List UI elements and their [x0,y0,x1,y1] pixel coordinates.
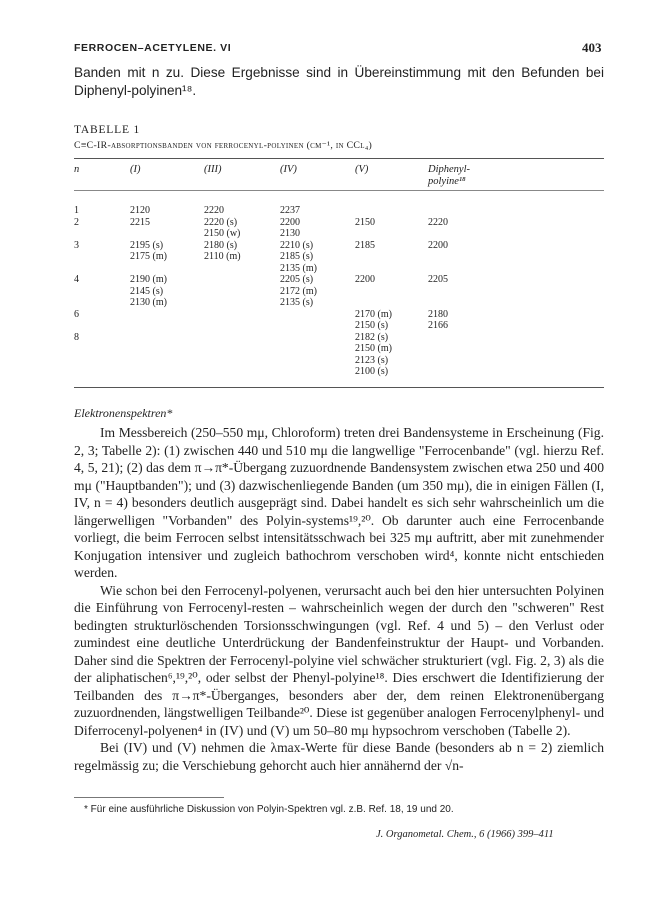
footnote-rule [74,797,224,798]
table-bottom-rule [74,387,604,388]
running-title: FERROCEN–ACETYLENE. VI [74,42,232,54]
table-label: TABELLE 1 [74,124,141,136]
table-column-V: 2150 2185 2200 2170 (m) 2150 (s) 2182 (s) 2150 (m) 2123 (s) 2100 (s) [355,216,392,377]
table-column-IV: 2237 2200 2130 2210 (s) 2185 (s) 2135 (m) 2205 (s) 2172 (m) 2135 (s) [280,205,317,308]
table-column-III: 2220 2220 (s) 2150 (w) 2180 (s) 2110 (m) [204,205,241,262]
paragraph-2: Wie schon bei den Ferrocenyl-polyenen, verursacht auch bei den hier untersuchten Polyinen die Einführung von Ferrocenyl-resten – wahrscheinlich wegen der durch den "schweren" Rest bedingten strukturlöschenden Torsionsschwingungen (vgl. Ref. 4 und 5) – den Verlust oder zumindest eine deutliche Unterdrückung der Bandenfeinstruktur der Haupt- und Vorbanden. Daher sind die Spektren der Ferrocenyl-polyine viel schwächer strukturiert (vgl. Fig. 2, 3) als die der aliphatischen⁶,¹⁹,²⁰, oder selbst der Phenyl-polyine¹⁸. Dies erschwert die Identifizierung der Teilbanden des π→π*-Überganges, besonders aber der, dem reinen Elektronenübergang zuzuordnenden, längstwelligen Teilbande²⁰. Diese ist gegenüber analogen Ferrocenylphenyl- und Diferrocenyl-polyenen⁴ in (IV) und (V) um 50–80 mμ hypsochrom verschoben (Tabelle 2). [74,582,604,738]
page-number: 403 [582,40,602,55]
table-header-diphenyl: Diphenyl- [428,164,470,175]
paragraph-3: Bei (IV) und (V) nehmen die λmax-Werte für diese Bande (besonders ab n = 2) ziemlich regelmässig zu; die Verschiebung gehorcht auch hier annähernd der √n- [74,740,604,773]
table-top-rule [74,158,604,159]
table-column-n: 1 2 3 4 6 8 [74,205,79,343]
section-title: Elektronenspektren* [74,406,173,420]
journal-citation: J. Organometal. Chem., 6 (1966) 399–411 [376,829,554,840]
table-column-diphenyl: 2220 2200 2205 2180 2166 [428,216,448,331]
paragraph-1: Im Messbereich (250–550 mμ, Chloroform) treten drei Bandensysteme in Erscheinung (Fig. 2, 3; Tabelle 2): (1) zwischen 440 und 510 mμ die langwellige "Ferrocenbande" (vgl. hierzu Ref. 4, 5, 21); (2) das dem π→π*-Übergang zuzuordnende Bandensystem zwischen etwa 250 und 400 mμ ("Hauptbanden"); und (3) dazwischenliegende Banden (um 350 mμ), die in einigen Fällen (I, IV, n = 4) besonders deutlich ausgeprägt sind. Dabei handelt es sich sehr wahrscheinlich um die längerwelligen "Vorbanden" des Polyin-systems¹⁹,²⁰. Ob darunter auch eine Ferrocenbande vorliegt, die beim Ferrocen selbst intensitätsschwach bei 325 mμ auftritt, aber mit zunehmender Konjugation intensiver und zugleich bathochrom verschoben wird⁴, konnte nicht entschieden werden. [74,425,604,580]
body-text [74,424,604,774]
table-header-V: (V) [355,164,369,175]
table-header-I: (I) [130,164,141,175]
table-header-n: n [74,164,80,175]
intro-paragraph: Banden mit n zu. Diese Ergebnisse sind in Übereinstimmung mit den Befunden bei Diphenyl-polyinen¹⁸. [74,65,604,98]
table-column-I: 2120 2215 2195 (s) 2175 (m) 2190 (m) 2145 (s) 2130 (m) [130,205,167,308]
table-header-rule [74,190,604,191]
table-header-III: (III) [204,164,222,175]
table-header-IV: (IV) [280,164,297,175]
table-header-polyine: polyine¹⁸ [428,176,466,187]
footnote: * Für eine ausführliche Diskussion von Polyin-Spektren vgl. z.B. Ref. 18, 19 und 20. [84,804,454,815]
table-caption: C≡C-IR-absorptionsbanden von ferrocenyl-polyinen (cm⁻¹, in CCl₄) [74,140,373,151]
